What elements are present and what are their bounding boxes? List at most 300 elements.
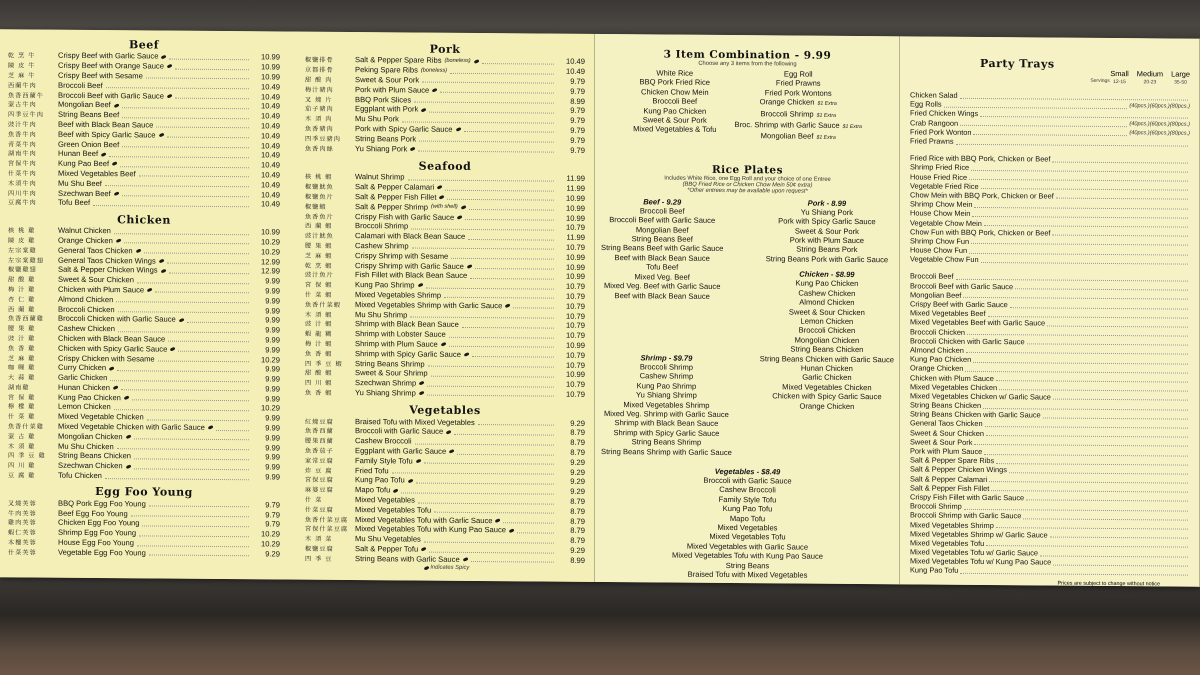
size-medium-servings: 20-23	[1143, 79, 1157, 86]
item-price: 10.99	[260, 227, 280, 237]
item-name: Szechwan Beef	[58, 188, 111, 198]
tray-item-name: Salt & Pepper Fish Fillet	[910, 483, 990, 493]
combo-item: White Rice	[656, 68, 694, 78]
tray-item-name: Crab Rangoon	[910, 118, 959, 128]
spicy-pepper-icon	[116, 238, 122, 242]
spicy-pepper-icon	[124, 395, 130, 399]
menu-item-row	[305, 387, 585, 399]
item-chinese-name: 椒鹽蝦	[305, 203, 327, 211]
rice-plate-item: Hunan Chicken	[800, 363, 853, 373]
item-name: Crispy Shrimp with Garlic Sauce	[355, 260, 464, 271]
item-price: 10.99	[260, 52, 280, 62]
leader-dots	[449, 331, 554, 338]
item-name: Tofu Chicken	[58, 470, 102, 481]
leader-dots	[144, 248, 249, 255]
item-name: Chicken Egg Foo Young	[58, 518, 140, 528]
spicy-pepper-icon	[101, 152, 107, 156]
leader-dots	[167, 258, 249, 265]
leader-dots	[402, 116, 554, 123]
item-chinese-name: 木須牛肉	[8, 180, 37, 188]
item-name: Broccoli Beef	[58, 80, 103, 90]
item-price: 10.49	[260, 82, 280, 92]
leader-dots	[149, 550, 249, 557]
size-small	[1110, 70, 1128, 86]
item-price: 10.29	[260, 403, 280, 413]
tray-item-name: Mixed Vegetables Shrimp w/ Garlic Sauce	[910, 529, 1048, 540]
item-chinese-name: 蝦仁芙蓉	[8, 529, 37, 537]
item-chinese-name: 西 蘭 蝦	[305, 223, 333, 231]
item-chinese-name: 魚香什菜蝦	[305, 301, 341, 309]
item-chinese-name: 木 須 肉	[305, 115, 333, 124]
item-name: Hunan Chicken	[58, 382, 110, 393]
leader-dots	[147, 414, 249, 421]
item-price: 10.79	[565, 321, 585, 331]
item-chinese-name: 蒙古牛肉	[8, 101, 37, 109]
item-price: 8.79	[570, 428, 585, 438]
item-price: 10.99	[565, 272, 585, 282]
tray-item-row	[910, 136, 1190, 147]
item-name: Broccoli Chicken	[58, 304, 115, 314]
leader-dots	[117, 365, 249, 372]
tray-item-name: Mixed Vegetables Tofu	[910, 538, 985, 548]
item-price: 9.99	[265, 286, 280, 296]
item-price: 9.79	[570, 135, 585, 145]
item-name: Lemon Chicken	[58, 402, 111, 412]
menu-item-row	[8, 197, 280, 209]
item-price: 10.79	[565, 242, 585, 252]
combo-subtitle: Choose any 3 items from the following	[698, 60, 797, 68]
tray-item-name: Crispy Beef with Garlic Sauce	[910, 299, 1008, 310]
item-name: Salt & Pepper Chicken Wings	[58, 265, 158, 275]
rice-plate-item: Kung Pao Shrimp	[636, 381, 697, 391]
leader-dots	[980, 111, 1188, 119]
spicy-legend	[305, 564, 585, 572]
item-name: Curry Chicken	[58, 363, 107, 373]
rice-plate-item: Kung Pao Chicken	[795, 278, 859, 289]
item-price: 10.49	[260, 160, 280, 170]
spicy-pepper-icon	[421, 107, 427, 111]
item-name: Salt & Pepper Tofu	[355, 544, 419, 554]
item-chinese-name: 魚 香 蝦	[305, 350, 333, 358]
item-price: 10.29	[260, 237, 280, 247]
leader-dots	[985, 421, 1188, 429]
item-chinese-name: 魚 香 雞	[8, 345, 36, 353]
tray-item-name: House Chow Mein	[910, 208, 971, 219]
item-price: 10.99	[565, 262, 585, 272]
item-price: 9.99	[265, 443, 280, 453]
leader-dots	[419, 136, 554, 143]
item-chinese-name: 腰 果 蝦	[305, 242, 333, 250]
tray-item-name: Broccoli Chicken	[910, 327, 966, 337]
rice-plate-item: Beef with Black Bean Sauce	[614, 290, 710, 301]
leader-dots	[418, 497, 554, 504]
rice-plate-item: Mixed Vegetables with Garlic Sauce	[686, 541, 809, 552]
item-chinese-name: 大 蒜 雞	[8, 374, 36, 382]
rice-plate-item: Sweet & Sour Chicken	[788, 306, 865, 317]
spicy-pepper-icon	[460, 205, 466, 209]
item-name: Walnut Chicken	[58, 225, 111, 236]
item-name: Mixed Vegetables Shrimp	[355, 289, 442, 300]
item-chinese-name: 梅 汁 蝦	[305, 340, 333, 348]
tray-pieces: (40pcs.)(60pcs.)(80pcs.)	[1129, 102, 1190, 110]
spicy-legend-text: Indicates Spicy	[430, 564, 470, 572]
rice-plate-item: Garlic Chicken	[802, 372, 852, 383]
item-chinese-name: 梅汁豬肉	[305, 86, 334, 94]
item-price: 10.99	[565, 340, 585, 350]
item-price: 9.99	[265, 394, 280, 404]
tray-item-name: Salt & Pepper Spare Ribs	[910, 455, 995, 466]
leader-dots	[981, 183, 1188, 191]
combo-item: Mixed Vegetables & Tofu	[633, 124, 717, 135]
item-name: Fish Fillet with Black Bean Sauce	[355, 270, 468, 281]
item-price: 9.99	[265, 335, 280, 345]
spicy-pepper-icon	[113, 385, 119, 389]
item-name: Walnut Shrimp	[355, 172, 405, 182]
rice-pork-chicken-group	[760, 198, 894, 411]
leader-dots	[956, 274, 1188, 282]
rice-beef-title: Beef - 9.29	[643, 197, 682, 207]
leader-dots	[956, 138, 1188, 146]
combo-item: Broccoli Beef	[652, 96, 698, 106]
spicy-pepper-icon	[464, 352, 470, 356]
spicy-pepper-icon	[423, 565, 429, 569]
combo-item-name: Broccoli Shrimp	[760, 108, 814, 119]
leader-dots	[1027, 339, 1188, 346]
tray-item-name: Vegetable Chow Mein	[910, 217, 982, 228]
spicy-pepper-icon	[112, 162, 118, 166]
spicy-pepper-icon	[170, 347, 176, 351]
item-name: General Taos Chicken	[58, 245, 133, 256]
rice-plate-item: Almond Chicken	[799, 297, 855, 308]
item-price: 11.99	[566, 232, 585, 243]
item-name: Tofu Beef	[58, 198, 91, 208]
spicy-pepper-icon	[147, 288, 153, 292]
leader-dots	[1043, 412, 1188, 419]
item-chinese-name: 梅 汁 雞	[8, 286, 36, 294]
item-name: String Beans Beef	[58, 109, 120, 120]
rice-plate-item: Mixed Veg. Beef with Garlic Sauce	[603, 281, 721, 292]
leader-dots	[178, 346, 249, 353]
rice-plate-item: Broccoli Shrimp	[639, 362, 693, 372]
item-chinese-name: 青菜牛肉	[8, 140, 37, 149]
leader-dots	[131, 510, 249, 517]
spicy-pepper-icon	[167, 64, 173, 68]
item-chinese-name: 魚香什菜雞	[8, 423, 44, 431]
leader-dots	[401, 487, 554, 494]
combo-grid	[595, 68, 900, 144]
combo-item: Sweet & Sour Pork	[642, 115, 707, 125]
leader-dots	[966, 347, 1188, 355]
item-chinese-name: 蒙 古 雞	[8, 433, 36, 441]
item-chinese-name: 豉 汁 雞	[8, 335, 36, 343]
leader-dots	[116, 296, 249, 303]
chicken-list	[8, 225, 280, 482]
item-price: 10.79	[565, 330, 585, 340]
leader-dots	[1047, 320, 1188, 327]
tray-item-name: Fried Rice with BBQ Pork, Chicken or Beef	[910, 153, 1051, 164]
size-large-label: Large	[1171, 69, 1190, 79]
item-name: Shrimp with Black Bean Sauce	[355, 319, 459, 330]
item-price: 9.79	[570, 145, 585, 155]
beef-section-title: Beef	[128, 38, 160, 52]
leader-dots	[114, 228, 249, 235]
item-price: 9.99	[265, 276, 280, 286]
leader-dots	[146, 73, 249, 80]
leader-dots	[960, 92, 1188, 100]
item-chinese-name: 叉 燒 片	[305, 96, 333, 104]
rice-plate-item: Lemon Chicken	[800, 316, 854, 326]
item-chinese-name: 魚香肉絲	[305, 145, 334, 153]
item-chinese-name: 陳 皮 雞	[8, 237, 36, 245]
leader-dots	[1056, 193, 1188, 200]
leader-dots	[457, 448, 554, 455]
pork-list	[305, 55, 585, 155]
leader-dots	[149, 501, 249, 508]
item-chinese-name: 乾 烹 蝦	[305, 262, 333, 270]
leader-dots	[517, 527, 554, 533]
tray-item-name: Mixed Vegetables Tofu w/ Kung Pao Sauce	[910, 556, 1052, 567]
leader-dots	[465, 214, 554, 221]
item-price: 10.49	[565, 57, 585, 67]
leader-dots	[132, 395, 249, 402]
rice-plate-item: String Beans Beef with Garlic Sauce	[601, 243, 724, 254]
item-price: 12.99	[260, 256, 280, 267]
combo-extra-charge: $1 Extra	[817, 100, 837, 108]
leader-dots	[434, 507, 554, 514]
item-price: 10.99	[565, 213, 585, 223]
item-price: 10.99	[565, 370, 585, 380]
leader-dots	[1050, 532, 1188, 539]
item-chinese-name: 宮保豆腐	[305, 477, 334, 485]
combo-item-name: Orange Chicken	[759, 97, 815, 107]
leader-dots	[1009, 467, 1188, 474]
leader-dots	[986, 540, 1188, 548]
item-name: Fried Tofu	[355, 465, 389, 476]
leader-dots	[991, 485, 1188, 493]
item-chinese-name: 木 須 蝦	[305, 311, 333, 319]
item-price: 8.79	[570, 536, 585, 546]
item-chinese-name: 家常豆腐	[305, 457, 334, 465]
leader-dots	[475, 263, 554, 270]
rice-plate-item: Cashew Broccoli	[719, 485, 776, 495]
item-name: Orange Chicken	[58, 235, 113, 246]
leader-dots	[114, 404, 249, 411]
item-price: 9.79	[570, 106, 585, 116]
item-chinese-name: 西 蘭 雞	[8, 305, 36, 314]
leader-dots	[971, 238, 1188, 246]
item-name: Mapo Tofu	[355, 485, 391, 495]
servings-text: Servings	[1090, 77, 1110, 85]
item-chinese-name: 魚香牛肉	[8, 131, 37, 139]
item-price: 9.99	[265, 452, 280, 462]
item-name: Chicken with Plum Sauce	[58, 284, 145, 295]
item-price: 8.79	[570, 496, 585, 506]
leader-dots	[1040, 550, 1188, 557]
spicy-pepper-icon	[439, 195, 445, 199]
item-price: 10.99	[565, 203, 585, 213]
item-price: 8.79	[570, 438, 585, 448]
spicy-pepper-icon	[167, 94, 173, 98]
item-chinese-name: 豆腐牛肉	[8, 199, 37, 207]
item-name: Salt & Pepper Fish Fillet	[355, 192, 437, 202]
item-chinese-name: 左宗棠雞	[8, 247, 37, 255]
item-name: Mixed Vegetables Beef	[58, 168, 136, 179]
item-price: 9.29	[570, 477, 585, 487]
spicy-pepper-icon	[419, 381, 425, 385]
rice-plate-item: Pork with Plum Sauce	[789, 235, 865, 246]
leader-dots	[167, 132, 250, 139]
spicy-pepper-icon	[437, 185, 443, 189]
combo-item	[735, 97, 862, 109]
item-name: Shrimp with Spicy Garlic Sauce	[355, 348, 461, 359]
leader-dots	[156, 122, 249, 129]
tray-item-name: Fried Pork Wonton	[910, 127, 972, 137]
leader-dots	[482, 58, 554, 65]
tray-item-name: Sweet & Sour Chicken	[910, 428, 984, 438]
leader-dots	[451, 253, 554, 260]
leader-dots	[996, 458, 1188, 466]
leader-dots	[415, 438, 554, 445]
leader-dots	[175, 93, 249, 100]
item-price: 10.99	[565, 252, 585, 262]
item-name: Mu Shu Pork	[355, 114, 399, 124]
item-price: 10.49	[260, 91, 280, 102]
leader-dots	[416, 478, 554, 485]
menu-column-3	[595, 48, 900, 580]
spicy-pepper-icon	[113, 191, 119, 195]
item-chinese-name: 木 須 雞	[8, 443, 36, 451]
leader-dots	[986, 430, 1188, 438]
item-chinese-name: 椒鹽豆腐	[305, 545, 334, 553]
item-chinese-name: 宮保什菜豆腐	[305, 526, 349, 534]
rice-plate-item: Mixed Vegetables	[717, 522, 778, 533]
leader-dots	[989, 476, 1188, 484]
item-note: (boneless)	[444, 57, 471, 64]
item-name: Chicken with Black Bean Sauce	[58, 333, 166, 344]
tray-item-name: Mixed Vegetables Shrimp	[910, 519, 994, 530]
tray-item-name: Chow Mein with BBQ Pork, Chicken or Beef	[910, 190, 1054, 201]
item-name: Beef with Black Bean Sauce	[58, 119, 154, 130]
rice-plate-item: Mixed Veg. Beef	[634, 271, 690, 282]
item-price: 9.99	[265, 413, 280, 423]
spicy-pepper-icon	[410, 146, 416, 150]
leader-dots	[969, 174, 1188, 182]
egg-foo-young-list	[8, 498, 280, 559]
item-chinese-name: 芝 麻 牛	[8, 72, 36, 80]
item-name: Crispy Beef with Sesame	[58, 70, 143, 81]
item-name: Crispy Beef with Orange Sauce	[58, 60, 164, 71]
rice-plate-item: Shrimp with Black Bean Sauce	[614, 418, 719, 429]
item-price: 9.99	[265, 433, 280, 443]
leader-dots	[974, 439, 1188, 447]
rice-plate-item: Mongolian Beef	[635, 224, 689, 235]
item-chinese-name: 四 季 豆 雞	[8, 452, 46, 461]
size-medium-label: Medium	[1136, 69, 1164, 79]
item-name: Yu Shiang Pork	[355, 143, 408, 154]
tray-item-name: Chow Fun with BBQ Pork, Chicken or Beef	[910, 227, 1051, 238]
spicy-pepper-icon	[509, 528, 515, 532]
item-name: Beef with Spicy Garlic Sauce	[58, 129, 156, 140]
leader-dots	[999, 384, 1188, 391]
spicy-pepper-icon	[393, 488, 399, 492]
party-trays-title: Party Trays	[980, 56, 1055, 71]
item-price: 10.49	[260, 180, 280, 190]
item-chinese-name: 魚香西蘭	[305, 428, 334, 436]
item-price: 9.99	[265, 472, 280, 482]
item-price: 10.79	[565, 379, 585, 389]
item-name: Braised Tofu with Mixed Vegetables	[355, 416, 475, 427]
item-price: 10.79	[565, 360, 585, 370]
rice-plate-item: Shrimp with Spicy Garlic Sauce	[613, 427, 720, 438]
item-name: Garlic Chicken	[58, 372, 108, 383]
menu-column-2	[305, 42, 585, 572]
tray-item-name: House Chow Fun	[910, 245, 968, 255]
tray-pieces: (40pcs.)(60pcs.)(80pcs.)	[1129, 121, 1190, 128]
item-price: 9.79	[265, 500, 280, 510]
item-price: 8.79	[570, 516, 585, 526]
leader-dots	[503, 517, 554, 523]
tray-item-name: Shrimp Chow Mein	[910, 199, 973, 210]
rice-plate-item: Mixed Vegetables Chicken	[782, 382, 872, 392]
tray-item-name: Broccoli Beef with Garlic Sauce	[910, 281, 1014, 291]
tray-item-name: Fried Prawns	[910, 136, 954, 146]
leader-dots	[169, 267, 249, 274]
spicy-pepper-icon	[135, 248, 141, 252]
party-trays-header	[910, 52, 1190, 92]
item-name: Broccoli Beef with Garlic Sauce	[58, 90, 164, 101]
tray-item-name: Pork with Plum Sauce	[910, 446, 983, 457]
spicy-pepper-icon	[432, 88, 438, 92]
tray-item-name: Egg Rolls	[910, 99, 942, 109]
item-name: General Taos Chicken Wings	[58, 255, 156, 266]
item-name: Pork with Plum Sauce	[355, 84, 430, 95]
item-chinese-name: 木 須 菜	[305, 535, 333, 544]
leader-dots	[418, 146, 554, 153]
item-price: 9.99	[265, 374, 280, 384]
leader-dots	[408, 174, 554, 181]
tray-item-row	[910, 566, 1190, 577]
tray-item-name: Fried Chicken Wings	[910, 108, 979, 119]
item-price: 9.29	[265, 549, 280, 559]
leader-dots	[422, 77, 554, 84]
rice-plate-item: String Beans Chicken with Garlic Sauce	[759, 353, 894, 364]
item-name: Kung Pao Shrimp	[355, 280, 415, 290]
spicy-pepper-icon	[495, 518, 501, 522]
item-chinese-name: 京都排骨	[305, 66, 334, 75]
combo-item	[735, 109, 862, 121]
party-trays-entrees	[910, 272, 1190, 577]
leader-dots	[414, 97, 554, 104]
leader-dots	[106, 82, 249, 89]
item-price: 9.99	[265, 364, 280, 374]
spicy-pepper-icon	[440, 342, 446, 346]
rice-plate-item: String Beans	[725, 560, 770, 570]
item-price: 9.99	[265, 462, 280, 472]
item-price: 10.29	[260, 529, 280, 539]
item-chinese-name: 本樓芙蓉	[8, 539, 37, 547]
item-chinese-name: 核 桃 雞	[8, 227, 36, 235]
leader-dots	[983, 403, 1188, 411]
leader-dots	[1053, 394, 1188, 401]
leader-dots	[1026, 495, 1188, 502]
item-name: Szechwan Chicken	[58, 461, 123, 471]
combo-left-list	[633, 68, 716, 142]
item-price: 8.79	[570, 526, 585, 536]
size-small-label: Small	[1110, 69, 1129, 79]
item-chinese-name: 西蘭牛肉	[8, 82, 37, 90]
item-price: 10.29	[260, 354, 280, 364]
tray-item-row	[910, 255, 1190, 266]
